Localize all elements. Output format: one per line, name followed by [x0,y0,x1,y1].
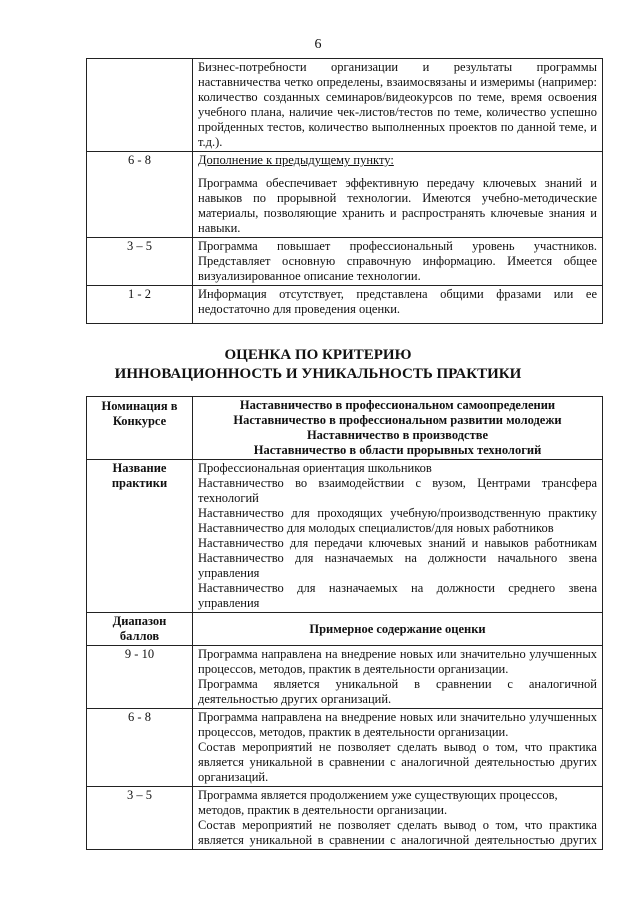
nomination-item: Наставничество в профессиональном самоопределении [239,398,556,412]
practice-item: Наставничество для передачи ключевых знаний и навыков работникам [198,536,597,550]
content-cell [193,286,603,324]
range-label: Диапазон баллов [87,613,193,646]
table-row [87,152,603,238]
practice-item: Наставничество для молодых специалистов/для новых работников [198,521,554,535]
heading-line-1: ОЦЕНКА ПО КРИТЕРИЮ [224,347,412,363]
column-header-row [87,613,603,646]
innovation-criteria-table [86,396,603,850]
content-paragraph: Программа повышает профессиональный уровень участников. Представляет основную справочную информацию. Имеется общее визуализированное описание технологии. [198,239,597,283]
nomination-item: Наставничество в производстве [306,428,489,442]
score-cell: 3 – 5 [87,787,193,850]
table-row [87,646,603,709]
content-paragraph: Программа направлена на внедрение новых или значительно улучшенных процессов, методов, практик в деятельности организации. [198,647,597,676]
table-row [87,286,603,324]
content-paragraph: Программа направлена на внедрение новых или значительно улучшенных процессов, методов, практик в деятельности организации. [198,710,597,739]
page-number: 6 [314,37,322,52]
practice-item: Наставничество для назначаемых на должности среднего звена управления [198,581,597,610]
nomination-item: Наставничество в области прорывных технологий [253,443,542,457]
content-paragraph: Бизнес-потребности организации и результаты программы наставничества четко определены, взаимосвязаны и измеримы (например: количество созданных семинаров/видеокурсов по теме, время освоения учебного плана, наличие чек-листов/тестов по теме, количество успешно пройденных тестов, количество выполненных проектов по данной теме, и т.д.). [198,60,597,149]
table-row [87,59,603,152]
nomination-row [87,397,603,460]
score-cell: 6 - 8 [87,152,193,238]
score-cell: 9 - 10 [87,646,193,709]
heading-line-2: ИННОВАЦИОННОСТЬ И УНИКАЛЬНОСТЬ ПРАКТИКИ [114,366,522,382]
table-row [87,238,603,286]
section-heading [0,346,636,384]
practice-item: Наставничество во взаимодействии с вузом, Центрами трансфера технологий [198,476,597,505]
score-cell: 3 – 5 [87,238,193,286]
criteria-table-previous [86,58,603,324]
score-cell [87,59,193,152]
content-label: Примерное содержание оценки [193,613,603,646]
practices-cell [193,460,603,613]
content-paragraph: Состав мероприятий не позволяет сделать вывод о том, что практика является уникальной в сравнении с аналогичной деятельностью других [198,818,597,847]
practice-row [87,460,603,613]
nomination-label: Номинация в Конкурсе [87,397,193,460]
content-paragraph: Программа является продолжением уже существующих процессов, методов, практик в деятельности организации. [198,788,558,817]
content-cell [193,238,603,286]
score-cell: 6 - 8 [87,709,193,787]
practice-item: Наставничество для проходящих учебную/производственную практику [198,506,597,520]
table-row [87,787,603,850]
score-cell: 1 - 2 [87,286,193,324]
content-cell [193,59,603,152]
content-paragraph: Программа обеспечивает эффективную передачу ключевых знаний и навыков по прорывной технологии. Имеются учебно-методические материалы, позволяющие хранить и распространять ключевые знания и навыки. [198,176,597,235]
content-paragraph: Программа является уникальной в сравнении с аналогичной деятельностью других организаций. [198,677,597,706]
practice-item: Наставничество для назначаемых на должности начального звена управления [198,551,597,580]
content-paragraph: Информация отсутствует, представлена общими фразами или ее недостаточно для проведения оценки. [198,287,597,316]
content-cell [193,787,603,850]
practice-label: Название практики [87,460,193,613]
content-cell [193,709,603,787]
nomination-item: Наставничество в профессиональном развитии молодежи [233,413,562,427]
practice-item: Профессиональная ориентация школьников [198,461,432,475]
content-cell [193,152,603,238]
underlined-note: Дополнение к предыдущему пункту: [198,153,394,167]
content-paragraph: Состав мероприятий не позволяет сделать вывод о том, что практика является уникальной в сравнении с аналогичной деятельностью других организаций. [198,740,597,784]
table-row [87,709,603,787]
nominations-cell [193,397,603,460]
content-cell [193,646,603,709]
